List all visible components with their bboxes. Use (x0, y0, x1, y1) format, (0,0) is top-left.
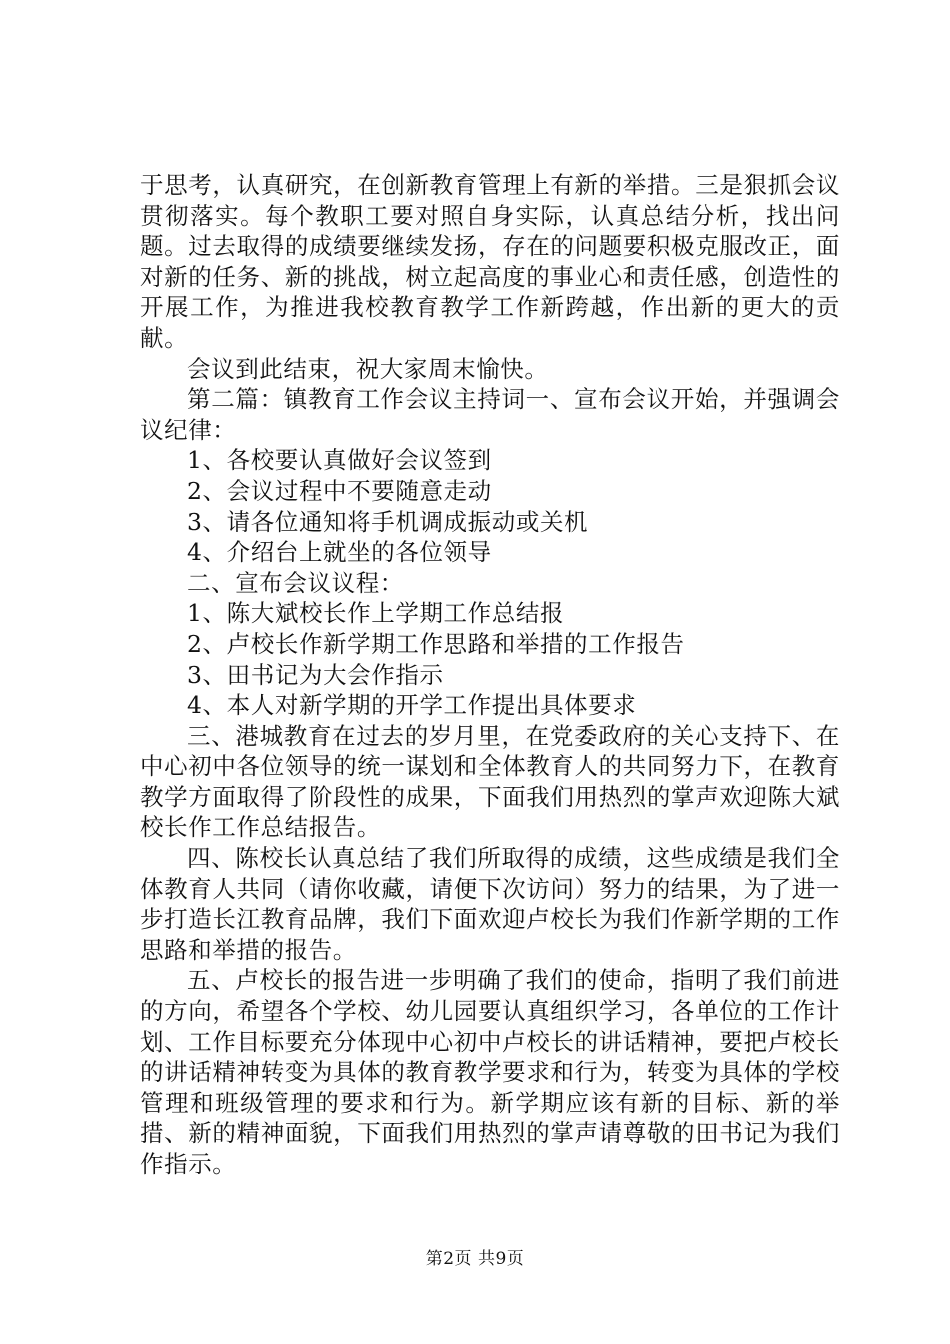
paragraph-section-four: 四、陈校长认真总结了我们所取得的成绩，这些成绩是我们全体教育人共同（请你收藏，请便下次访问）努力的结果，为了进一步打造长江教育品牌，我们下面欢迎卢校长为我们作新学期的工作思路和举措的报告。 (140, 844, 840, 964)
paragraph-meeting-close: 会议到此结束，祝大家周末愉快。 (187, 354, 549, 383)
list-item: 4、本人对新学期的开学工作提出具体要求 (187, 691, 637, 720)
list-item: 3、请各位通知将手机调成振动或关机 (187, 507, 589, 536)
paragraph-section-three: 三、港城教育在过去的岁月里，在党委政府的关心支持下、在中心初中各位领导的统一谋划和全体教育人的共同努力下，在教育教学方面取得了阶段性的成果，下面我们用热烈的掌声欢迎陈大斌校长作工作总结报告。 (140, 721, 840, 842)
document-body (140, 170, 840, 1180)
paragraph-second-article-title: 第二篇：镇教育工作会议主持词一、宣布会议开始，并强调会议纪律： (140, 385, 840, 444)
paragraph-continuation: 于思考，认真研究，在创新教育管理上有新的举措。三是狠抓会议贯彻落实。每个教职工要对照自身实际，认真总结分析，找出问题。过去取得的成绩要继续发扬，存在的问题要积极克服改正，面对新的任务、新的挑战，树立起高度的事业心和责任感，创造性的开展工作，为推进我校教育教学工作新跨越，作出新的更大的贡献。 (140, 171, 840, 352)
page-number-footer: 第2页 共9页 (425, 1249, 525, 1269)
list-item: 3、田书记为大会作指示 (187, 660, 444, 689)
list-item: 2、会议过程中不要随意走动 (187, 476, 492, 505)
list-item: 1、各校要认真做好会议签到 (187, 446, 492, 475)
paragraph-section-five: 五、卢校长的报告进一步明确了我们的使命，指明了我们前进的方向，希望各个学校、幼儿园要认真组织学习，各单位的工作计划、工作目标要充分体现中心初中卢校长的讲话精神，要把卢校长的讲话精神转变为具体的教育教学要求和行为，转变为具体的学校管理和班级管理的要求和行为。新学期应该有新的目标、新的举措、新的精神面貌，下面我们用热烈的掌声请尊敬的田书记为我们作指示。 (140, 966, 840, 1178)
list-item: 4、介绍台上就坐的各位领导 (187, 538, 492, 567)
section-heading-agenda: 二、宣布会议议程： (187, 568, 404, 597)
list-item: 2、卢校长作新学期工作思路和举措的工作报告 (187, 629, 685, 658)
list-item: 1、陈大斌校长作上学期工作总结报 (187, 599, 565, 628)
